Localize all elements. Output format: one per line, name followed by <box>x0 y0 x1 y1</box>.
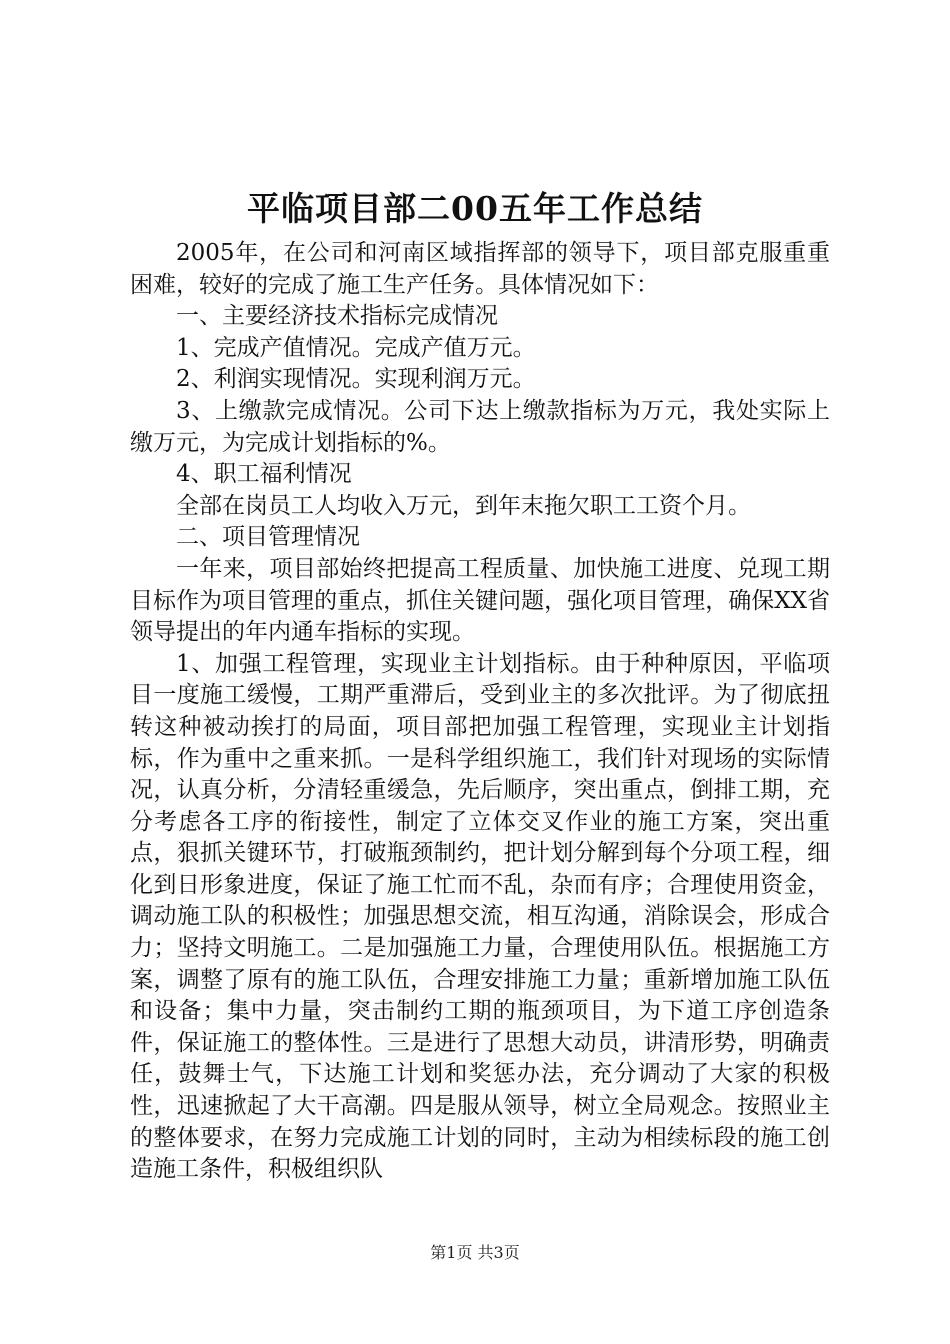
item-remittance: 3、上缴款完成情况。公司下达上缴款指标为万元，我处实际上缴万元，为完成计划指标的%。 <box>130 397 830 456</box>
paragraph-welfare: 全部在岗员工人均收入万元，到年末拖欠职工工资个月。 <box>176 492 751 519</box>
paragraph-engineering-management: 1、加强工程管理，实现业主计划指标。由于种种原因，平临项目一度施工缓慢，工期严重滞后，受到业主的多次批评。为了彻底扭转这种被动挨打的局面，项目部把加强工程管理，实现业主计划指标，作为重中之重来抓。一是科学组织施工，我们针对现场的实际情况，认真分析，分清轻重缓急，先后顺序，突出重点，倒排工期，充分考虑各工序的衔接性，制定了立体交叉作业的施工方案，突出重点，狠抓关键环节，打破瓶颈制约，把计划分解到每个分项工程，细化到日形象进度，保证了施工忙而不乱，杂而有序；合理使用资金，调动施工队的积极性；加强思想交流，相互沟通，消除误会，形成合力；坚持文明施工。二是加强施工力量，合理使用队伍。根据施工方案，调整了原有的施工队伍，合理安排施工力量；重新增加施工队伍和设备；集中力量，突击制约工期的瓶颈项目，为下道工序创造条件，保证施工的整体性。三是进行了思想大动员，讲清形势，明确责任，鼓舞士气，下达施工计划和奖惩办法，充分调动了大家的积极性，迅速掀起了大干高潮。四是服从领导，树立全局观念。按照业主的整体要求，在努力完成施工计划的同时，主动为相续标段的施工创造施工条件，积极组织队 <box>130 650 830 1183</box>
heading-section-2: 二、项目管理情况 <box>176 524 360 551</box>
page-footer: 第1页 共3页 <box>430 1243 520 1262</box>
paragraph-management-overview: 一年来，项目部始终把提高工程质量、加快施工进度、兑现工期目标作为项目管理的重点，抓住关键问题，强化项目管理，确保XX省领导提出的年内通车指标的实现。 <box>130 555 830 646</box>
document-body <box>130 238 830 1186</box>
item-welfare: 4、职工福利情况 <box>176 461 352 488</box>
item-output-value: 1、完成产值情况。完成产值万元。 <box>176 334 536 361</box>
paragraph-intro: 2005年，在公司和河南区域指挥部的领导下，项目部克服重重困难，较好的完成了施工生产任务。具体情况如下： <box>130 240 830 298</box>
heading-section-1: 一、主要经济技术指标完成情况 <box>176 303 498 330</box>
document-title: 平临项目部二00五年工作总结 <box>247 189 703 228</box>
item-profit: 2、利润实现情况。实现利润万元。 <box>176 366 536 393</box>
